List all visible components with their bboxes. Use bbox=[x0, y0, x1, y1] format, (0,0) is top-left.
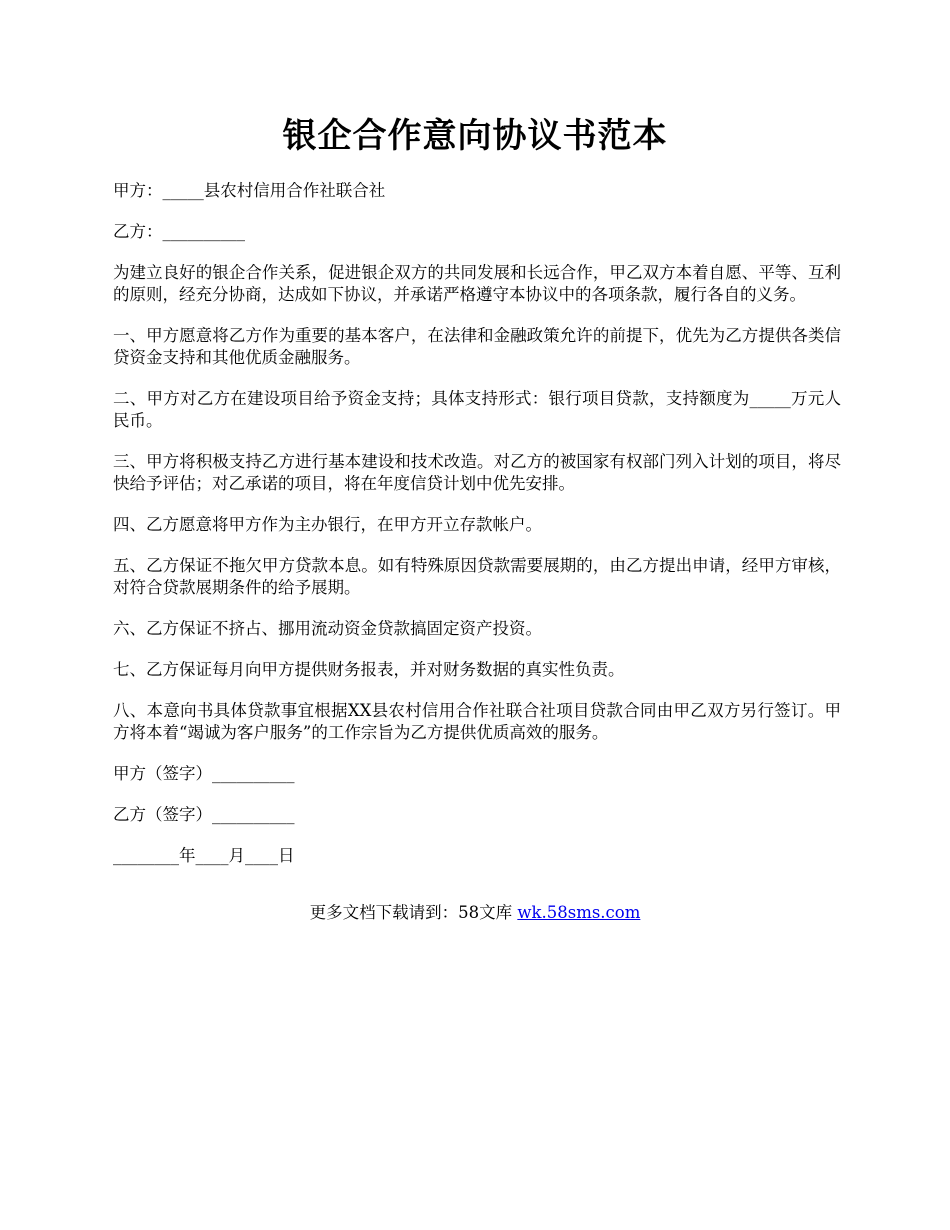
party-b-signature-line: 乙方（签字）__________ bbox=[113, 805, 295, 824]
clause-2: 二、甲方对乙方在建设项目给予资金支持；具体支持形式：银行项目贷款，支持额度为_____万元人民币。 bbox=[113, 389, 841, 430]
clause-8: 八、本意向书具体贷款事宜根据XX县农村信用合作社联合社项目贷款合同由甲乙双方另行签订。甲方将本着“竭诚为客户服务”的工作宗旨为乙方提供优质高效的服务。 bbox=[113, 701, 841, 742]
document-body bbox=[113, 180, 841, 886]
download-footer bbox=[0, 902, 950, 924]
clause-1: 一、甲方愿意将乙方作为重要的基本客户，在法律和金融政策允许的前提下，优先为乙方提供各类信贷资金支持和其他优质金融服务。 bbox=[113, 326, 841, 367]
clause-7: 七、乙方保证每月向甲方提供财务报表，并对财务数据的真实性负责。 bbox=[113, 660, 625, 679]
clause-5: 五、乙方保证不拖欠甲方贷款本息。如有特殊原因贷款需要展期的，由乙方提出申请，经甲方审核，对符合贷款展期条件的给予展期。 bbox=[113, 556, 841, 597]
party-a-line: 甲方：_____县农村信用合作社联合社 bbox=[113, 181, 386, 200]
clause-6: 六、乙方保证不挤占、挪用流动资金贷款搞固定资产投资。 bbox=[113, 619, 542, 638]
party-a-signature-line: 甲方（签字）__________ bbox=[113, 764, 295, 783]
footer-text: 更多文档下载请到：58文库 bbox=[309, 903, 518, 922]
preamble-paragraph: 为建立良好的银企合作关系，促进银企双方的共同发展和长远合作，甲乙双方本着自愿、平等、互利的原则，经充分协商，达成如下协议，并承诺严格遵守本协议中的各项条款，履行各自的义务。 bbox=[113, 263, 841, 304]
footer-link[interactable]: wk.58sms.com bbox=[517, 903, 641, 922]
date-line: ________年____月____日 bbox=[113, 846, 295, 865]
party-b-line: 乙方：__________ bbox=[113, 222, 245, 241]
clause-3: 三、甲方将积极支持乙方进行基本建设和技术改造。对乙方的被国家有权部门列入计划的项目，将尽快给予评估；对乙承诺的项目，将在年度信贷计划中优先安排。 bbox=[113, 452, 841, 493]
document-title: 银企合作意向协议书范本 bbox=[282, 116, 668, 156]
clause-4: 四、乙方愿意将甲方作为主办银行，在甲方开立存款帐户。 bbox=[113, 515, 542, 534]
